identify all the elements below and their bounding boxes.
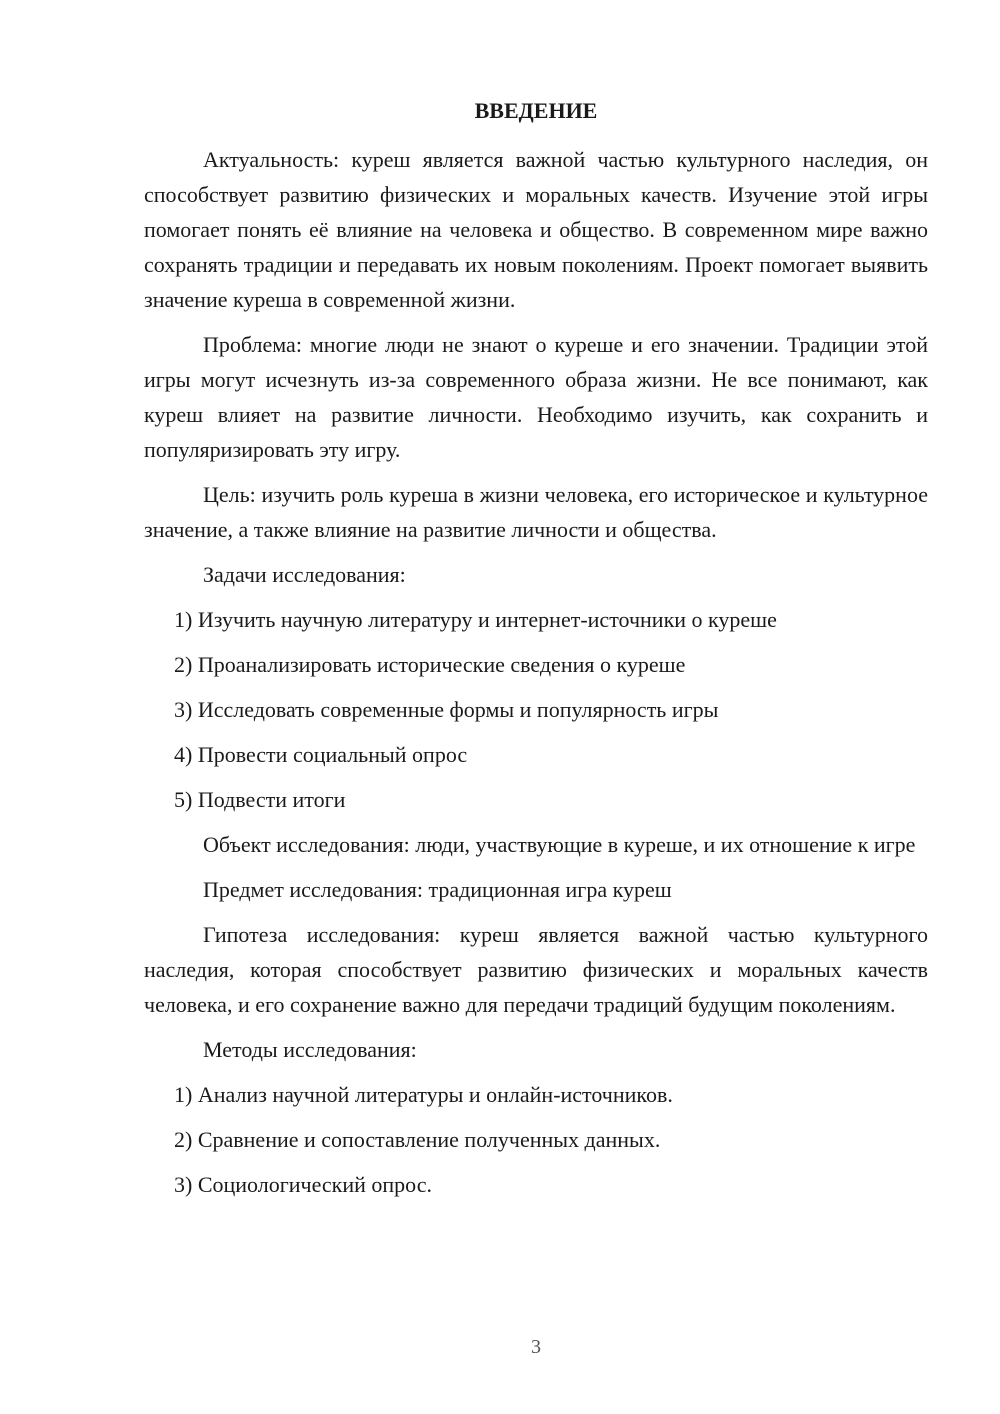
task-item-2: 2) Проанализировать исторические сведения о куреше	[174, 652, 686, 677]
relevance-paragraph: Актуальность: куреш является важной частью культурного наследия, он способствует развитию физических и моральных качеств. Изучение этой игры помогает понять её влияние на человека и общество. В современном мире важно сохранять традиции и передавать их новым поколениям. Проект помогает выявить значение куреша в современной жизни.	[144, 147, 928, 312]
goal-paragraph: Цель: изучить роль куреша в жизни человека, его историческое и культурное значение, а также влияние на развитие личности и общества.	[144, 482, 928, 542]
methods-heading: Методы исследования:	[203, 1037, 417, 1062]
object-paragraph: Объект исследования: люди, участвующие в куреше, и их отношение к игре	[203, 832, 916, 857]
hypothesis-paragraph: Гипотеза исследования: куреш является важной частью культурного наследия, которая способствует развитию физических и моральных качеств человека, и его сохранение важно для передачи традиций будущим поколениям.	[144, 922, 928, 1017]
tasks-list	[144, 602, 928, 817]
page-content	[144, 142, 928, 1212]
method-item-3: 3) Социологический опрос.	[174, 1172, 432, 1197]
method-item-1: 1) Анализ научной литературы и онлайн-источников.	[174, 1082, 673, 1107]
task-item-1: 1) Изучить научную литературу и интернет-источники о куреше	[174, 607, 777, 632]
task-item-3: 3) Исследовать современные формы и популярность игры	[174, 697, 719, 722]
methods-list	[144, 1077, 928, 1202]
task-item-4: 4) Провести социальный опрос	[174, 742, 468, 767]
page-title: ВВЕДЕНИЕ	[474, 98, 598, 123]
page-number: 3	[531, 1336, 541, 1358]
problem-paragraph: Проблема: многие люди не знают о куреше и его значении. Традиции этой игры могут исчезнуть из-за современного образа жизни. Не все понимают, как куреш влияет на развитие личности. Необходимо изучить, как сохранить и популяризировать эту игру.	[144, 332, 928, 462]
subject-paragraph: Предмет исследования: традиционная игра куреш	[203, 877, 672, 902]
tasks-heading: Задачи исследования:	[203, 562, 406, 587]
method-item-2: 2) Сравнение и сопоставление полученных данных.	[174, 1127, 661, 1152]
task-item-5: 5) Подвести итоги	[174, 787, 346, 812]
